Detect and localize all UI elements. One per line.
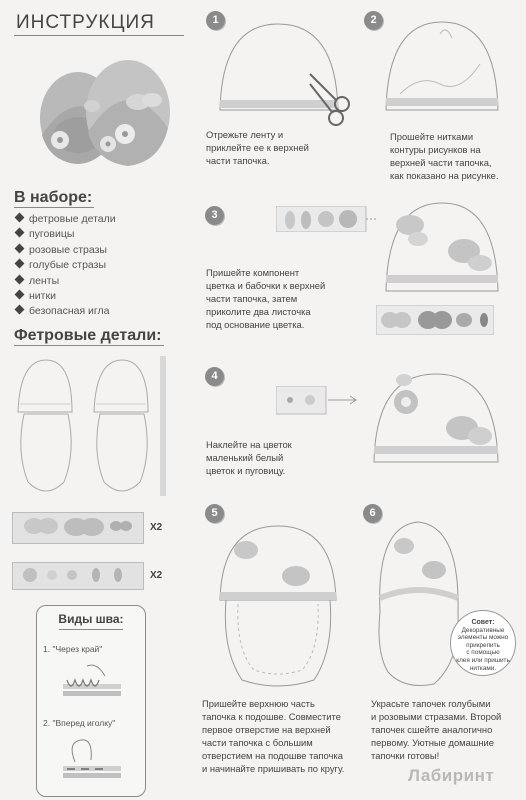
seams-title: Виды шва: bbox=[58, 612, 124, 626]
step-text-line: как показано на рисунке. bbox=[390, 170, 499, 181]
felt-heading: Фетровые детали: bbox=[14, 327, 162, 344]
kit-item-label: розовые стразы bbox=[29, 243, 107, 256]
step4-illustration bbox=[368, 366, 508, 476]
seam-label-1: 1. "Через край" bbox=[43, 644, 103, 654]
step-text-line: Наклейте на цветок bbox=[206, 439, 292, 450]
step-text-line: Отрежьте ленту и bbox=[206, 129, 284, 140]
step5-illustration bbox=[206, 520, 356, 690]
step-2-text bbox=[390, 130, 498, 182]
running-stitch-icon bbox=[57, 732, 127, 787]
step-text-line: контуры рисунков на bbox=[390, 144, 481, 155]
step-1-text bbox=[206, 128, 309, 167]
step-4-text bbox=[206, 438, 292, 477]
kit-item-label: нитки bbox=[29, 289, 56, 302]
step-text-line: тапочки готовы! bbox=[371, 750, 440, 761]
felt-divider bbox=[14, 345, 164, 346]
list-item bbox=[14, 258, 116, 273]
right-slipper bbox=[86, 60, 170, 166]
step-text-line: отверстием на подошве тапочка bbox=[202, 750, 343, 761]
tip-title: Совет: bbox=[471, 619, 495, 626]
step3-components-row bbox=[376, 305, 494, 335]
step-text-line: маленький белый bbox=[206, 452, 284, 463]
multiplier-label: X2 bbox=[150, 522, 163, 533]
list-item bbox=[14, 274, 116, 289]
step-text-line: Пришейте верхнюю часть bbox=[202, 698, 315, 709]
step-number: 4 bbox=[205, 367, 224, 386]
step-6-text bbox=[371, 697, 501, 762]
step-text-line: приклейте ее к верхней bbox=[206, 142, 309, 153]
multiplier-label: X2 bbox=[150, 570, 163, 581]
flower-icon bbox=[394, 390, 418, 414]
kit-item-label: голубые стразы bbox=[29, 259, 107, 272]
step-text-line: части тапочка. bbox=[206, 155, 270, 166]
step-text-line: тапочек сшейте аналогично bbox=[371, 724, 493, 735]
butterfly-icon bbox=[396, 215, 492, 271]
step2-illustration bbox=[380, 14, 510, 124]
kit-item-label: фетровые детали bbox=[29, 213, 116, 225]
page-title: ИНСТРУКЦИЯ bbox=[16, 12, 155, 33]
step3-illustration bbox=[380, 195, 510, 305]
slippers-photo bbox=[30, 40, 175, 170]
step-number: 3 bbox=[205, 206, 224, 225]
step-text-line: первое отверстие на верхней bbox=[202, 724, 331, 735]
kit-divider bbox=[14, 207, 94, 208]
seam-types-box bbox=[36, 605, 146, 797]
step-text-line: Украсьте тапочек голубыми bbox=[371, 698, 491, 709]
header-divider bbox=[14, 35, 184, 36]
scissors-icon bbox=[310, 74, 349, 125]
list-item bbox=[14, 243, 116, 258]
step-text-line: и начинайте пришивать по кругу. bbox=[202, 763, 345, 774]
step4-components bbox=[276, 386, 366, 416]
felt-pattern-uppers bbox=[10, 352, 180, 502]
list-item bbox=[14, 304, 116, 319]
step-5-text bbox=[202, 697, 344, 775]
tip-text-line: элементы можно bbox=[457, 634, 509, 642]
tip-text-line: с помощью bbox=[466, 649, 500, 657]
step-text-line: Прошейте нитками bbox=[390, 131, 474, 142]
list-item bbox=[14, 212, 116, 227]
step-text-line: цветок и пуговицу. bbox=[206, 465, 286, 476]
overcast-stitch-icon bbox=[57, 658, 127, 703]
step3-components bbox=[276, 206, 376, 232]
seam-label-2: 2. "Вперед иголку" bbox=[43, 718, 116, 728]
step-number: 6 bbox=[363, 504, 382, 523]
step-text-line: части тапочка, затем bbox=[206, 293, 298, 304]
step-text-line: первому. Уютные домашние bbox=[371, 737, 494, 748]
step-text-line: тапочка к подошве. Совместите bbox=[202, 711, 341, 722]
tip-text-line: Декоративные bbox=[461, 626, 505, 634]
kit-item-label: пуговицы bbox=[29, 228, 75, 241]
seams-title-divider bbox=[59, 629, 123, 630]
kit-list bbox=[14, 212, 116, 320]
tip-text-line: нитками. bbox=[469, 664, 497, 672]
step-number: 5 bbox=[205, 504, 224, 523]
step-3-text bbox=[206, 266, 325, 331]
step1-illustration bbox=[210, 14, 360, 129]
step-text-line: верхней части тапочка, bbox=[390, 157, 492, 168]
step-text-line: и розовыми стразами. Второй bbox=[371, 711, 502, 722]
step-text-line: Пришейте компонент bbox=[206, 267, 300, 278]
brand-logo: Лабиринт bbox=[408, 766, 495, 785]
step-text-line: цветка и бабочки к верхней bbox=[206, 280, 326, 291]
tip-text-line: клея или пришить bbox=[456, 656, 510, 664]
flower-icon bbox=[18, 564, 138, 586]
step-number: 2 bbox=[364, 11, 383, 30]
step-text-line: части тапочка с большим bbox=[202, 737, 313, 748]
step-text-line: приколите два листочка bbox=[206, 306, 311, 317]
kit-item-label: безопасная игла bbox=[29, 305, 110, 318]
butterfly-icon bbox=[18, 514, 138, 540]
tip-text-line: прикрепить bbox=[466, 641, 500, 649]
list-item bbox=[14, 289, 116, 304]
tip-badge bbox=[450, 610, 516, 676]
kit-heading: В наборе: bbox=[14, 189, 93, 206]
list-item bbox=[14, 227, 116, 242]
kit-item-label: ленты bbox=[29, 274, 60, 287]
step6-illustration bbox=[374, 512, 464, 690]
step-number: 1 bbox=[206, 11, 225, 30]
step-text-line: под основание цветка. bbox=[206, 319, 305, 330]
